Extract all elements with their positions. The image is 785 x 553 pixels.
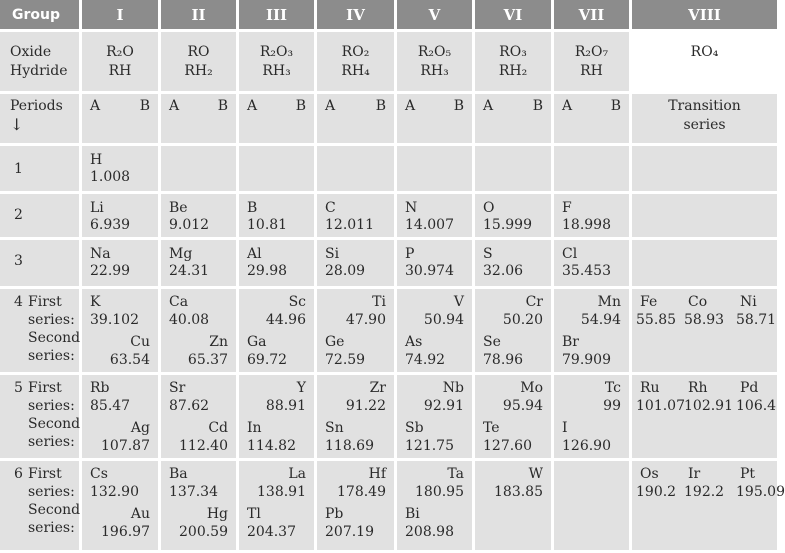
atomic-mass: 118.69 <box>325 438 374 454</box>
element-symbol: N <box>405 200 418 216</box>
period-3-label <box>0 240 79 286</box>
subgroup-a-label: A <box>90 98 101 114</box>
oxide-hydride-label <box>0 32 79 91</box>
subgroup-a-label: A <box>247 98 258 114</box>
element-symbol: Ga <box>247 334 267 350</box>
first-series-label: First <box>28 466 62 482</box>
atomic-mass: 14.007 <box>405 217 454 233</box>
atomic-mass: 50.20 <box>502 312 543 328</box>
atomic-mass: 54.94 <box>580 312 621 328</box>
period-4-group-1-cell <box>82 289 158 372</box>
period-number: 1 <box>14 161 23 177</box>
period-1-group-8-cell <box>632 146 777 191</box>
element-symbol: C <box>325 200 336 216</box>
atomic-mass: 1.008 <box>90 169 131 185</box>
hydride-formula: RH₃ <box>262 63 291 79</box>
element-symbol: W <box>528 466 543 482</box>
period-1-group-5-cell <box>397 146 472 191</box>
element-symbol: O <box>483 200 495 216</box>
element-symbol: Cu <box>130 334 150 350</box>
subgroup-b-label: B <box>217 98 228 114</box>
element-symbol: Tl <box>247 506 261 522</box>
element-symbol: Cs <box>90 466 108 482</box>
first-series-label: First <box>28 294 62 310</box>
atomic-mass: 138.91 <box>257 484 306 500</box>
period-3-group-4-cell <box>317 240 394 286</box>
element-symbol: La <box>288 466 306 482</box>
atomic-mass: 178.49 <box>337 484 386 500</box>
period-2-label <box>0 194 79 237</box>
atomic-mass: 112.40 <box>179 438 228 454</box>
element-symbol: Br <box>562 334 579 350</box>
group-header-7: VII <box>554 0 629 29</box>
period-3-group-7-cell <box>554 240 629 286</box>
element-symbol: F <box>562 200 572 216</box>
atomic-mass: 190.2 <box>636 484 677 500</box>
series-label: series: <box>28 348 75 364</box>
period-4-group-6-cell <box>475 289 551 372</box>
period-1-label <box>0 146 79 191</box>
group-header-label: Group <box>0 0 79 29</box>
element-symbol: Pb <box>325 506 344 522</box>
atomic-mass: 22.99 <box>90 263 131 279</box>
element-symbol: Au <box>130 506 150 522</box>
element-symbol: Hf <box>368 466 386 482</box>
series-label: series: <box>28 484 75 500</box>
period-2-group-1-cell <box>82 194 158 237</box>
atomic-mass: 35.453 <box>562 263 611 279</box>
atomic-mass: 101.07 <box>636 398 685 414</box>
atomic-mass: 126.90 <box>562 438 611 454</box>
oxide-formula: R₂O <box>106 44 134 60</box>
atomic-mass: 91.22 <box>345 398 386 414</box>
element-symbol: Ta <box>447 466 464 482</box>
transition-label: Transition <box>668 98 741 114</box>
group-header-3: III <box>239 0 314 29</box>
subgroup-b-label: B <box>295 98 306 114</box>
subgroup-a-label: A <box>169 98 180 114</box>
atomic-mass: 204.37 <box>247 524 296 540</box>
element-symbol: Cl <box>562 246 578 262</box>
atomic-mass: 102.91 <box>684 398 733 414</box>
hydride-formula: RH <box>580 63 603 79</box>
element-symbol: Ca <box>169 294 189 310</box>
element-symbol: Rb <box>90 380 110 396</box>
atomic-mass: 208.98 <box>405 524 454 540</box>
period-5-group-6-cell <box>475 375 551 458</box>
atomic-mass: 63.54 <box>109 352 150 368</box>
oxide-formula: R₂O₇ <box>574 44 609 60</box>
element-symbol: I <box>562 420 568 436</box>
period-4-label <box>0 289 79 372</box>
subgroup-header-4 <box>317 94 394 143</box>
formula-cell-group-7 <box>554 32 629 91</box>
formula-cell-group-2 <box>161 32 236 91</box>
element-symbol: Be <box>169 200 188 216</box>
formula-cell-group-5 <box>397 32 472 91</box>
atomic-mass: 192.2 <box>684 484 725 500</box>
element-symbol: P <box>405 246 415 262</box>
period-5-group-3-cell <box>239 375 314 458</box>
atomic-mass: 10.81 <box>247 217 288 233</box>
atomic-mass: 50.94 <box>423 312 464 328</box>
hydride-formula: RH₃ <box>420 63 449 79</box>
period-2-group-4-cell <box>317 194 394 237</box>
period-5-group-7-cell <box>554 375 629 458</box>
period-6-group-5-cell <box>397 461 472 550</box>
atomic-mass: 106.4 <box>736 398 777 414</box>
period-1-group-1-cell <box>82 146 158 191</box>
group-header-6: VI <box>475 0 551 29</box>
period-6-label <box>0 461 79 550</box>
element-symbol: As <box>405 334 423 350</box>
atomic-mass: 12.011 <box>325 217 374 233</box>
element-symbol: Cd <box>208 420 228 436</box>
atomic-mass: 196.97 <box>101 524 150 540</box>
hydride-label: Hydride <box>10 63 68 79</box>
period-6-group-1-cell <box>82 461 158 550</box>
oxide-formula: R₂O₅ <box>417 44 452 60</box>
subgroup-a-label: A <box>405 98 416 114</box>
period-2-group-7-cell <box>554 194 629 237</box>
element-symbol: Sn <box>325 420 344 436</box>
subgroup-a-label: A <box>483 98 494 114</box>
series-label: series: <box>28 398 75 414</box>
oxide-formula: RO <box>187 44 210 60</box>
hydride-formula: RH₂ <box>498 63 528 79</box>
atomic-mass: 39.102 <box>90 312 139 328</box>
oxide-formula: RO₂ <box>341 44 370 60</box>
element-symbol: Al <box>247 246 262 262</box>
subgroup-a-label: A <box>562 98 573 114</box>
hydride-formula: RH₄ <box>341 63 370 79</box>
atomic-mass: 28.09 <box>325 263 366 279</box>
period-2-group-6-cell <box>475 194 551 237</box>
series-label: series: <box>28 520 75 536</box>
subgroup-b-label: B <box>453 98 464 114</box>
period-6-transition-cell <box>632 461 785 550</box>
series-label: series: <box>28 434 75 450</box>
element-symbol: Sr <box>169 380 186 396</box>
period-5-label <box>0 375 79 458</box>
element-symbol: Sc <box>288 294 306 310</box>
atomic-mass: 180.95 <box>415 484 464 500</box>
atomic-mass: 114.82 <box>247 438 296 454</box>
element-symbol: Ni <box>740 294 757 310</box>
atomic-mass: 40.08 <box>169 312 210 328</box>
oxide-formula: RO₃ <box>499 44 527 60</box>
subgroup-header-6 <box>475 94 551 143</box>
atomic-mass: 99 <box>603 398 621 414</box>
element-symbol: Mg <box>169 246 193 262</box>
period-3-group-3-cell <box>239 240 314 286</box>
period-4-group-7-cell <box>554 289 629 372</box>
subgroup-header-7 <box>554 94 629 143</box>
atomic-mass: 88.91 <box>265 398 306 414</box>
atomic-mass: 95.94 <box>502 398 543 414</box>
hydride-formula: RH₂ <box>184 63 213 79</box>
formula-cell-group-8 <box>632 32 777 91</box>
period-1-group-3-cell <box>239 146 314 191</box>
period-6-group-3-cell <box>239 461 314 550</box>
period-number: 2 <box>14 207 23 223</box>
element-symbol: Sb <box>405 420 424 436</box>
second-series-label: Second <box>28 330 81 346</box>
period-4-group-2-cell <box>161 289 236 372</box>
series-label: series: <box>28 312 75 328</box>
element-symbol: Cr <box>525 294 543 310</box>
element-symbol: S <box>483 246 493 262</box>
period-5-group-2-cell <box>161 375 236 458</box>
period-number: 4 <box>14 294 23 310</box>
element-symbol: H <box>90 152 103 168</box>
element-symbol: Mn <box>597 294 621 310</box>
atomic-mass: 6.939 <box>90 217 131 233</box>
atomic-mass: 107.87 <box>101 438 150 454</box>
period-5-group-4-cell <box>317 375 394 458</box>
element-symbol: Zr <box>369 380 386 396</box>
oxide-formula: R₂O₃ <box>259 44 294 60</box>
periods-label-cell <box>0 94 79 143</box>
atomic-mass: 15.999 <box>483 217 532 233</box>
second-series-label: Second <box>28 416 81 432</box>
period-4-group-5-cell <box>397 289 472 372</box>
atomic-mass: 18.998 <box>562 217 611 233</box>
element-symbol: Pt <box>740 466 756 482</box>
atomic-mass: 74.92 <box>405 352 446 368</box>
element-symbol: Y <box>296 380 306 396</box>
period-number: 6 <box>14 466 23 482</box>
atomic-mass: 92.91 <box>423 398 464 414</box>
period-4-group-3-cell <box>239 289 314 372</box>
element-symbol: Li <box>90 200 104 216</box>
period-number: 5 <box>14 380 23 396</box>
period-2-group-2-cell <box>161 194 236 237</box>
subgroup-b-label: B <box>139 98 150 114</box>
element-symbol: Si <box>325 246 340 262</box>
atomic-mass: 200.59 <box>179 524 228 540</box>
group-header-2: II <box>161 0 236 29</box>
element-symbol: Ge <box>325 334 345 350</box>
period-4-group-4-cell <box>317 289 394 372</box>
atomic-mass: 44.96 <box>265 312 306 328</box>
atomic-mass: 69.72 <box>247 352 288 368</box>
group-header-4: IV <box>317 0 394 29</box>
atomic-mass: 78.96 <box>483 352 524 368</box>
atomic-mass: 207.19 <box>325 524 374 540</box>
first-series-label: First <box>28 380 62 396</box>
atomic-mass: 29.98 <box>247 263 288 279</box>
atomic-mass: 79.909 <box>562 352 611 368</box>
subgroup-a-label: A <box>325 98 336 114</box>
atomic-mass: 121.75 <box>405 438 454 454</box>
element-symbol: In <box>247 420 262 436</box>
element-symbol: Fe <box>640 294 658 310</box>
subgroup-b-label: B <box>610 98 621 114</box>
subgroup-b-label: B <box>375 98 386 114</box>
period-6-group-4-cell <box>317 461 394 550</box>
subgroup-header-5 <box>397 94 472 143</box>
element-symbol: Ba <box>169 466 188 482</box>
element-symbol: B <box>247 200 258 216</box>
period-6-group-2-cell <box>161 461 236 550</box>
period-3-group-1-cell <box>82 240 158 286</box>
period-6-group-6-cell <box>475 461 551 550</box>
element-symbol: K <box>90 294 101 310</box>
atomic-mass: 58.71 <box>736 312 777 328</box>
element-symbol: Pd <box>740 380 759 396</box>
period-4-transition-cell <box>632 289 777 372</box>
subgroup-header-1 <box>82 94 158 143</box>
period-5-transition-cell <box>632 375 777 458</box>
subgroup-header-3 <box>239 94 314 143</box>
period-1-group-7-cell <box>554 146 629 191</box>
period-3-group-2-cell <box>161 240 236 286</box>
atomic-mass: 24.31 <box>169 263 210 279</box>
atomic-mass: 183.85 <box>494 484 543 500</box>
element-symbol: Bi <box>405 506 420 522</box>
element-symbol: Rh <box>688 380 708 396</box>
atomic-mass: 9.012 <box>169 217 210 233</box>
formula-cell-group-6 <box>475 32 551 91</box>
group-header-8: VIII <box>632 0 777 29</box>
element-symbol: Se <box>483 334 501 350</box>
element-symbol: Ag <box>130 420 150 436</box>
period-2-group-5-cell <box>397 194 472 237</box>
element-symbol: Zn <box>209 334 228 350</box>
atomic-mass: 195.09 <box>736 484 785 500</box>
transition-series-header <box>632 94 777 143</box>
element-symbol: Hg <box>206 506 228 522</box>
periods-label: Periods <box>10 98 63 114</box>
group-header-1: I <box>82 0 158 29</box>
period-3-group-5-cell <box>397 240 472 286</box>
atomic-mass: 85.47 <box>90 398 131 414</box>
element-symbol: Ru <box>640 380 660 396</box>
element-symbol: Tc <box>604 380 621 396</box>
element-symbol: Na <box>90 246 111 262</box>
period-5-group-5-cell <box>397 375 472 458</box>
subgroup-b-label: B <box>532 98 543 114</box>
period-2-group-8-cell <box>632 194 777 237</box>
atomic-mass: 132.90 <box>90 484 139 500</box>
formula-cell-group-3 <box>239 32 314 91</box>
period-1-group-4-cell <box>317 146 394 191</box>
formula-cell-group-4 <box>317 32 394 91</box>
element-symbol: Ir <box>688 466 701 482</box>
atomic-mass: 47.90 <box>345 312 386 328</box>
atomic-mass: 30.974 <box>405 263 454 279</box>
atomic-mass: 87.62 <box>169 398 210 414</box>
element-symbol: V <box>453 294 464 310</box>
oxide-label: Oxide <box>10 44 52 60</box>
period-5-group-1-cell <box>82 375 158 458</box>
atomic-mass: 137.34 <box>169 484 218 500</box>
atomic-mass: 72.59 <box>325 352 366 368</box>
atomic-mass: 127.60 <box>483 438 532 454</box>
period-3-group-6-cell <box>475 240 551 286</box>
formula-cell-group-1 <box>82 32 158 91</box>
hydride-formula: RH <box>108 63 132 79</box>
period-6-group-7-cell <box>554 461 629 550</box>
element-symbol: Ti <box>372 294 386 310</box>
subgroup-header-2 <box>161 94 236 143</box>
second-series-label: Second <box>28 502 81 518</box>
element-symbol: Nb <box>442 380 464 396</box>
period-3-group-8-cell <box>632 240 777 286</box>
atomic-mass: 32.06 <box>483 263 524 279</box>
period-1-group-6-cell <box>475 146 551 191</box>
period-number: 3 <box>14 253 23 269</box>
element-symbol: Co <box>688 294 708 310</box>
group-header-5: V <box>397 0 472 29</box>
element-symbol: Os <box>640 466 659 482</box>
atomic-mass: 65.37 <box>187 352 228 368</box>
down-arrow-icon: ↓ <box>10 115 24 134</box>
period-1-group-2-cell <box>161 146 236 191</box>
atomic-mass: 55.85 <box>636 312 677 328</box>
element-symbol: Mo <box>520 380 543 396</box>
period-2-group-3-cell <box>239 194 314 237</box>
atomic-mass: 58.93 <box>684 312 725 328</box>
series-label: series <box>683 117 726 133</box>
element-symbol: Te <box>483 420 500 436</box>
oxide-formula: RO₄ <box>690 44 719 60</box>
